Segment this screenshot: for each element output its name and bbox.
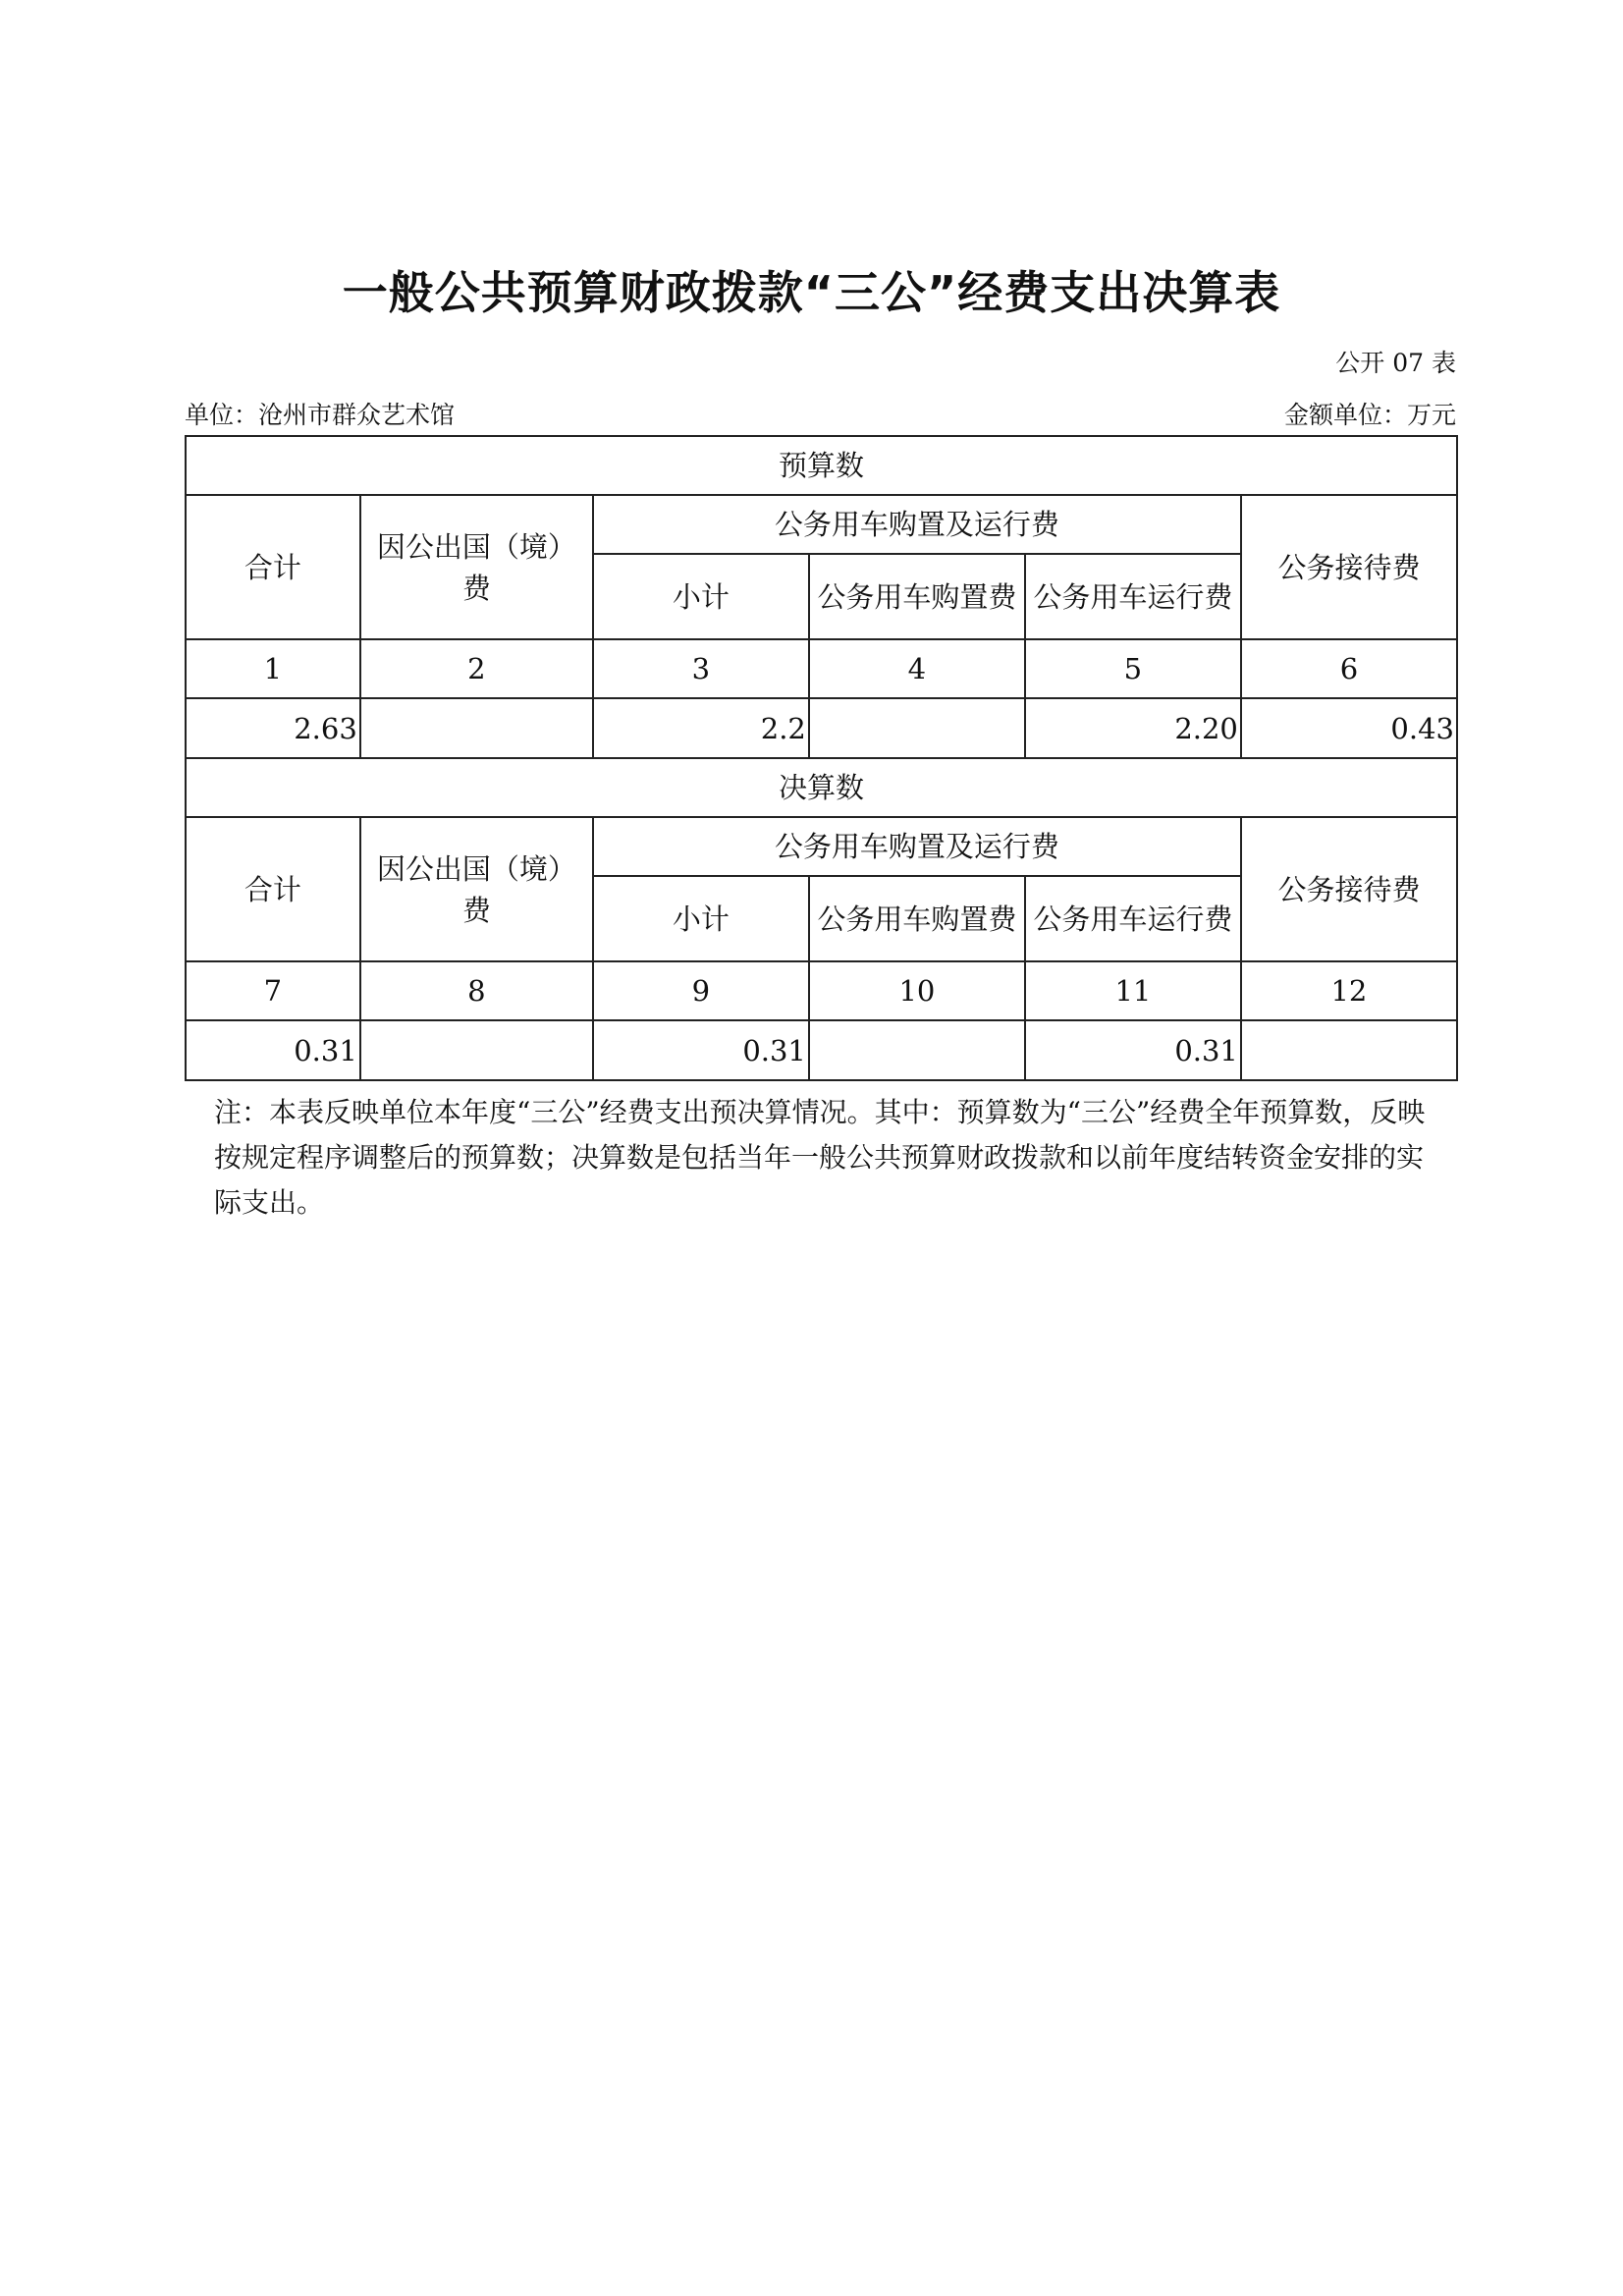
unit-label: 单位：沧州市群众艺术馆 xyxy=(185,401,456,429)
table-cell: 9 xyxy=(593,961,809,1020)
final-header-vehicle-purchase: 公务用车购置费 xyxy=(809,876,1025,961)
final-section-label: 决算数 xyxy=(186,758,1457,817)
final-header-abroad: 因公出国（境）费 xyxy=(360,817,593,961)
budget-header-reception: 公务接待费 xyxy=(1241,495,1457,639)
final-value-vehicle-purchase xyxy=(809,1020,1025,1080)
budget-header-total: 合计 xyxy=(186,495,360,639)
budget-value-reception: 0.43 xyxy=(1241,698,1457,758)
table-cell: 4 xyxy=(809,639,1025,698)
table-cell: 11 xyxy=(1025,961,1241,1020)
footnote: 注：本表反映单位本年度“三公”经费支出预决算情况。其中：预算数为“三公”经费全年预算数，反映按规定程序调整后的预算数；决算数是包括当年一般公共预算财政拨款和以前年度结转资金安排的实际支出。 xyxy=(214,1096,1426,1219)
table-cell: 12 xyxy=(1241,961,1457,1020)
final-header-total: 合计 xyxy=(186,817,360,961)
final-value-reception xyxy=(1241,1020,1457,1080)
table-cell: 10 xyxy=(809,961,1025,1020)
final-value-abroad xyxy=(360,1020,593,1080)
table-cell: 2 xyxy=(360,639,593,698)
final-section-row xyxy=(186,758,1457,817)
budget-value-abroad xyxy=(360,698,593,758)
budget-value-total: 2.63 xyxy=(186,698,360,758)
final-index-row xyxy=(186,961,1457,1020)
final-header-row xyxy=(186,817,1457,876)
final-value-vehicle-run: 0.31 xyxy=(1025,1020,1241,1080)
budget-value-subtotal: 2.2 xyxy=(593,698,809,758)
budget-value-vehicle-purchase xyxy=(809,698,1025,758)
budget-header-abroad: 因公出国（境）费 xyxy=(360,495,593,639)
budget-section-row xyxy=(186,436,1457,495)
budget-header-subtotal: 小计 xyxy=(593,554,809,639)
budget-header-vehicle-group: 公务用车购置及运行费 xyxy=(593,495,1241,554)
table-cell: 7 xyxy=(186,961,360,1020)
money-unit-label: 金额单位：万元 xyxy=(1283,401,1456,429)
final-header-subtotal: 小计 xyxy=(593,876,809,961)
final-value-row xyxy=(186,1020,1457,1080)
expenditure-table xyxy=(185,435,1458,1081)
budget-header-vehicle-run: 公务用车运行费 xyxy=(1025,554,1241,639)
budget-index-row xyxy=(186,639,1457,698)
budget-section-label: 预算数 xyxy=(186,436,1457,495)
page-title: 一般公共预算财政拨款“三公”经费支出决算表 xyxy=(342,266,1281,319)
final-header-vehicle-group: 公务用车购置及运行费 xyxy=(593,817,1241,876)
final-value-total: 0.31 xyxy=(186,1020,360,1080)
table-cell: 5 xyxy=(1025,639,1241,698)
final-value-subtotal: 0.31 xyxy=(593,1020,809,1080)
table-cell: 8 xyxy=(360,961,593,1020)
final-header-reception: 公务接待费 xyxy=(1241,817,1457,961)
form-number: 公开 07 表 xyxy=(1335,349,1456,377)
table-cell: 3 xyxy=(593,639,809,698)
budget-value-vehicle-run: 2.20 xyxy=(1025,698,1241,758)
table-cell: 1 xyxy=(186,639,360,698)
budget-value-row xyxy=(186,698,1457,758)
final-header-vehicle-run: 公务用车运行费 xyxy=(1025,876,1241,961)
budget-header-row xyxy=(186,495,1457,554)
budget-header-vehicle-purchase: 公务用车购置费 xyxy=(809,554,1025,639)
table-cell: 6 xyxy=(1241,639,1457,698)
